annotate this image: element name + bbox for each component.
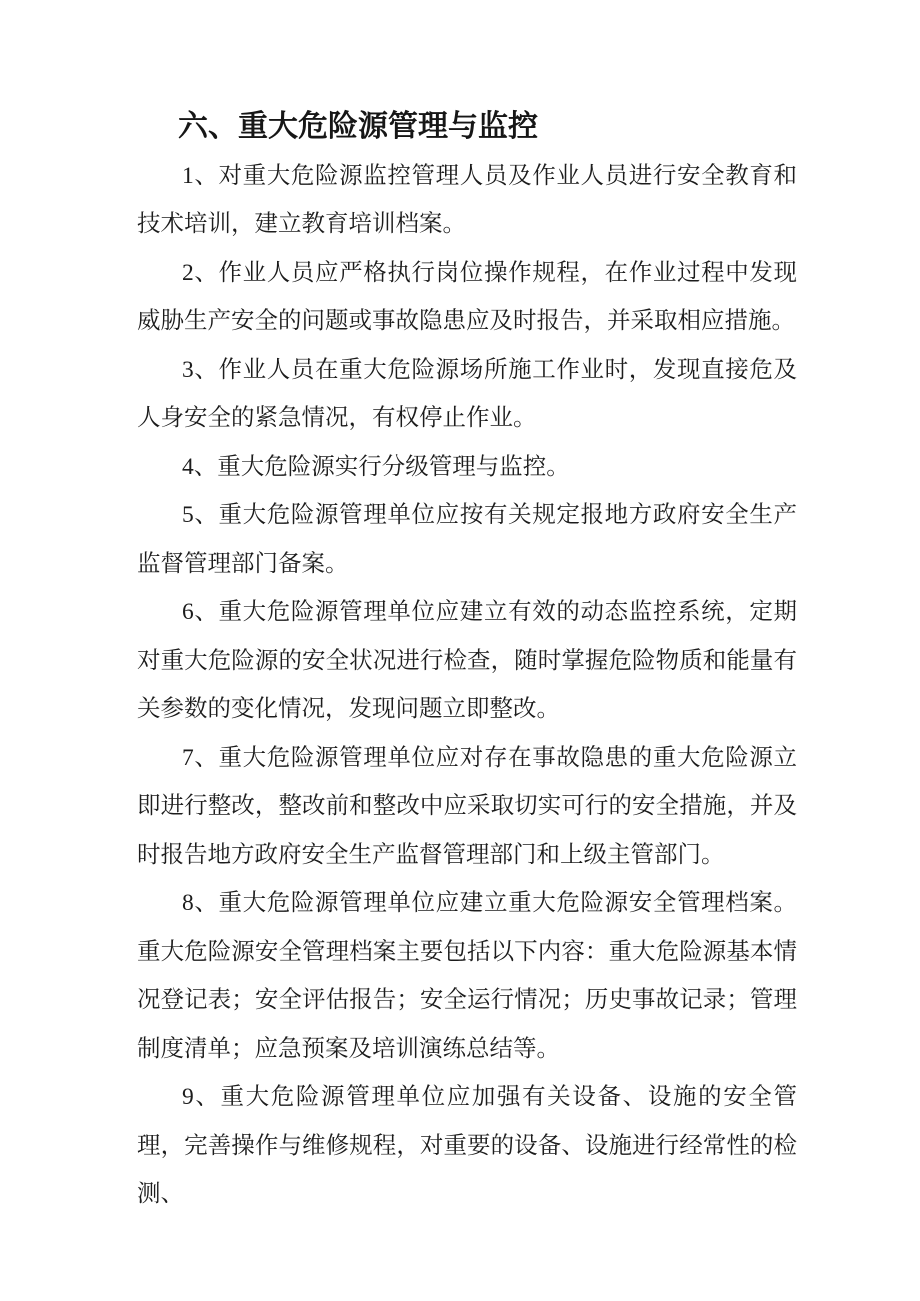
paragraph-3: 3、作业人员在重大危险源场所施工作业时，发现直接危及人身安全的紧急情况，有权停止作业。	[137, 356, 797, 431]
paragraph-6: 6、重大危险源管理单位应建立有效的动态监控系统，定期对重大危险源的安全状况进行检查，随时掌握危险物质和能量有关参数的变化情况，发现问题立即整改。	[137, 599, 797, 722]
paragraph-8: 8、重大危险源管理单位应建立重大危险源安全管理档案。重大危险源安全管理档案主要包括以下内容：重大危险源基本情况登记表；安全评估报告；安全运行情况；历史事故记录；管理制度清单；应急预案及培训演练总结等。	[137, 890, 797, 1062]
paragraph-4: 4、重大危险源实行分级管理与监控。	[182, 453, 570, 480]
paragraph-7: 7、重大危险源管理单位应对存在事故隐患的重大危险源立即进行整改，整改前和整改中应采取切实可行的安全措施，并及时报告地方政府安全生产监督管理部门和上级主管部门。	[137, 744, 797, 868]
paragraph-9: 9、重大危险源管理单位应加强有关设备、设施的安全管理，完善操作与维修规程，对重要的设备、设施进行经常性的检测、	[137, 1084, 797, 1207]
document-content	[137, 103, 797, 1219]
section-heading: 六、重大危险源管理与监控	[178, 110, 538, 143]
paragraph-5: 5、重大危险源管理单位应按有关规定报地方政府安全生产监督管理部门备案。	[137, 502, 797, 577]
paragraph-2: 2、作业人员应严格执行岗位操作规程，在作业过程中发现威胁生产安全的问题或事故隐患应及时报告，并采取相应措施。	[137, 259, 797, 334]
paragraph-1: 1、对重大危险源监控管理人员及作业人员进行安全教育和技术培训，建立教育培训档案。	[137, 162, 797, 237]
